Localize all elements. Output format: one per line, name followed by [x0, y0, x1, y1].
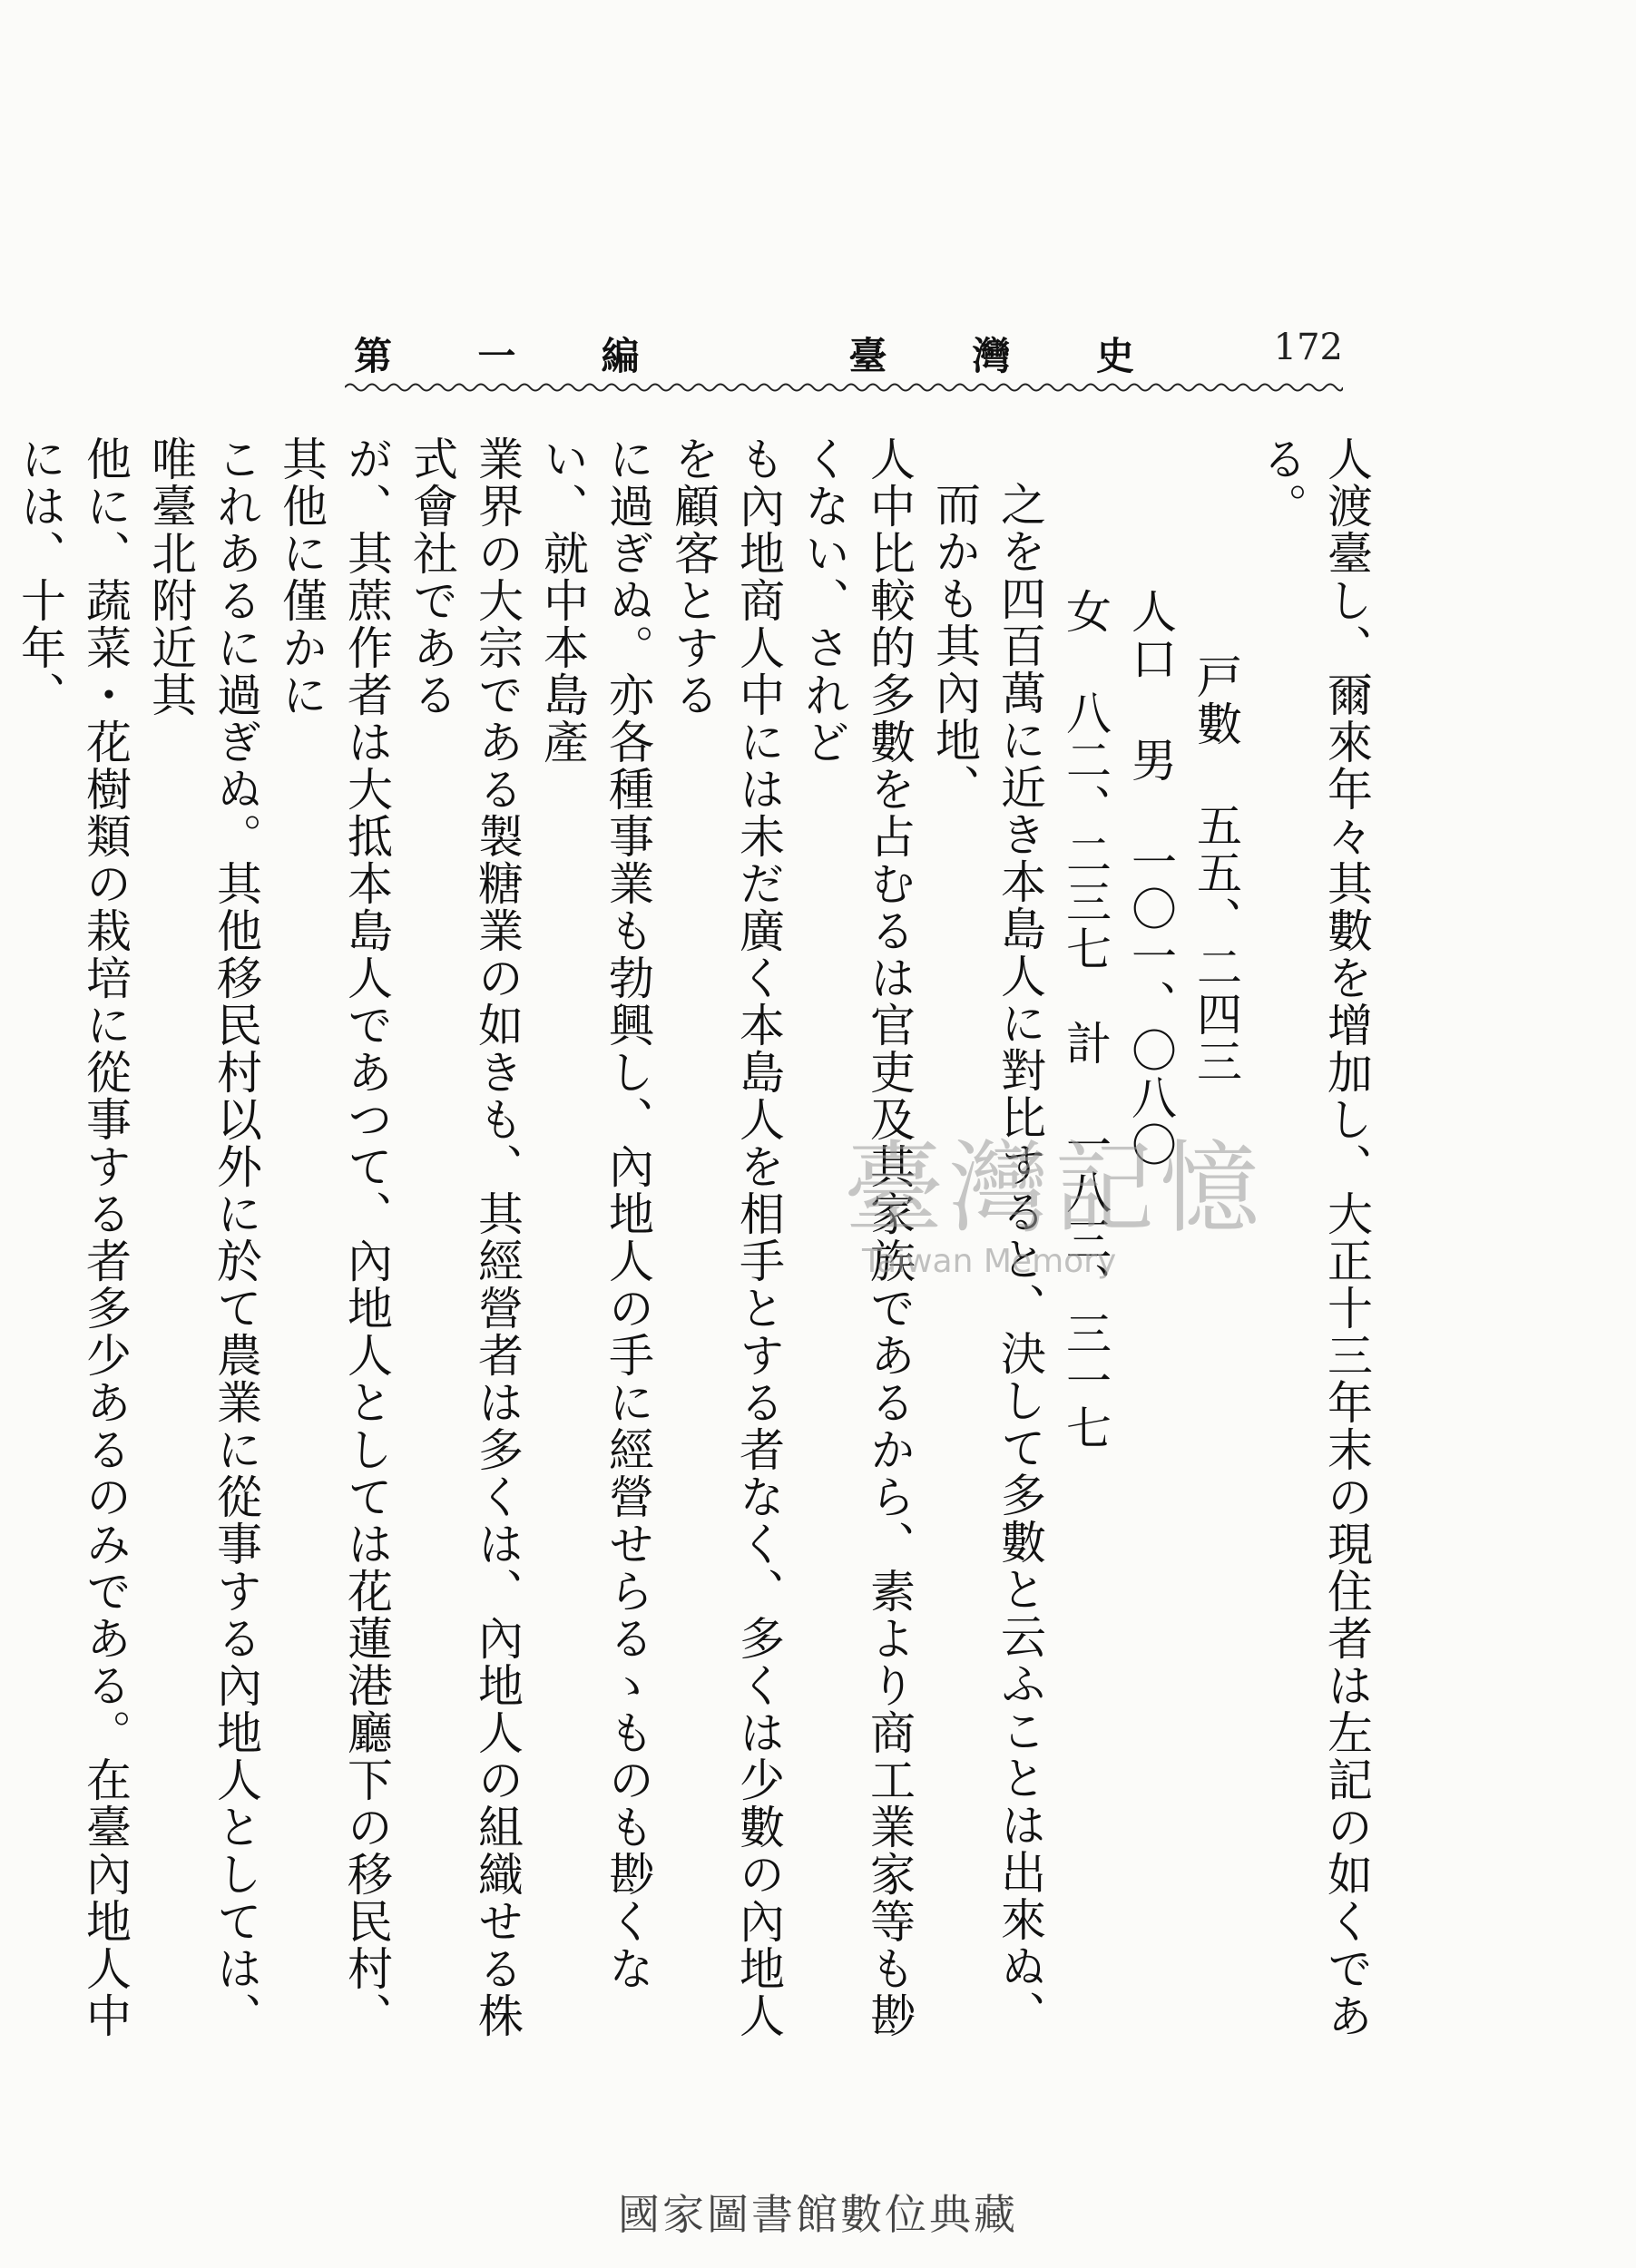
stat-population-male: 人口 男 一〇一、〇八〇: [1124, 588, 1177, 1168]
stat-population-female-total: 女 八二、二三七 計 一八三、三一七: [1059, 588, 1112, 1452]
text-line: 人渡臺し、爾來年々其數を增加し、大正十三年末の現住者は左記の如くである。: [1255, 435, 1373, 2039]
text-line: 人中比較的多數を占むるは官吏及其家族であるから、素より商工業家等も尠くない、されど: [798, 435, 916, 2039]
header-wavy-rule: [345, 381, 1343, 394]
text-line: 之を四百萬に近き本島人に對比すると、決して多數と云ふことは出來ぬ、而かも其內地、: [928, 481, 1046, 2038]
watermark-en-text: Taiwan Memory: [862, 1243, 1117, 1280]
text-line: も內地商人中には未だ廣く本島人を相手とする者なく、多くは少數の內地人を顧客とする: [667, 435, 785, 2039]
vertical-body-text: [14, 435, 1379, 2050]
text-line: に過ぎぬ。亦各種事業も勃興し、內地人の手に經營せらるゝものも尠くない、就中本島產: [536, 435, 654, 1992]
stat-households: 戸數 五五、二四三: [1190, 653, 1242, 1085]
text-line: 他に、蔬菜・花樹類の栽培に從事する者多少あるのみである。在臺內地人中には、十年、: [14, 435, 132, 2039]
text-line: これあるに過ぎぬ。其他移民村以外に於て農業に從事する內地人としては、唯臺北附近其: [144, 435, 262, 2039]
text-line: 業界の大宗である製糖業の如きも、其經營者は多くは、內地人の組織せる株式會社である: [406, 435, 524, 2039]
running-head-title: 第一編 臺灣史: [354, 334, 1134, 378]
text-line: [0, 435, 7, 2050]
library-credit-footer: 國家圖書館數位典藏: [618, 2190, 1018, 2239]
text-line: が、其蔗作者は大抵本島人であつて、內地人としては花蓮港廳下の移民村、其他に僅かに: [275, 435, 393, 2039]
watermark-cjk-text: 臺灣記憶: [844, 1130, 1265, 1246]
page-header: [354, 327, 1343, 378]
page-number: 172: [1273, 327, 1343, 368]
